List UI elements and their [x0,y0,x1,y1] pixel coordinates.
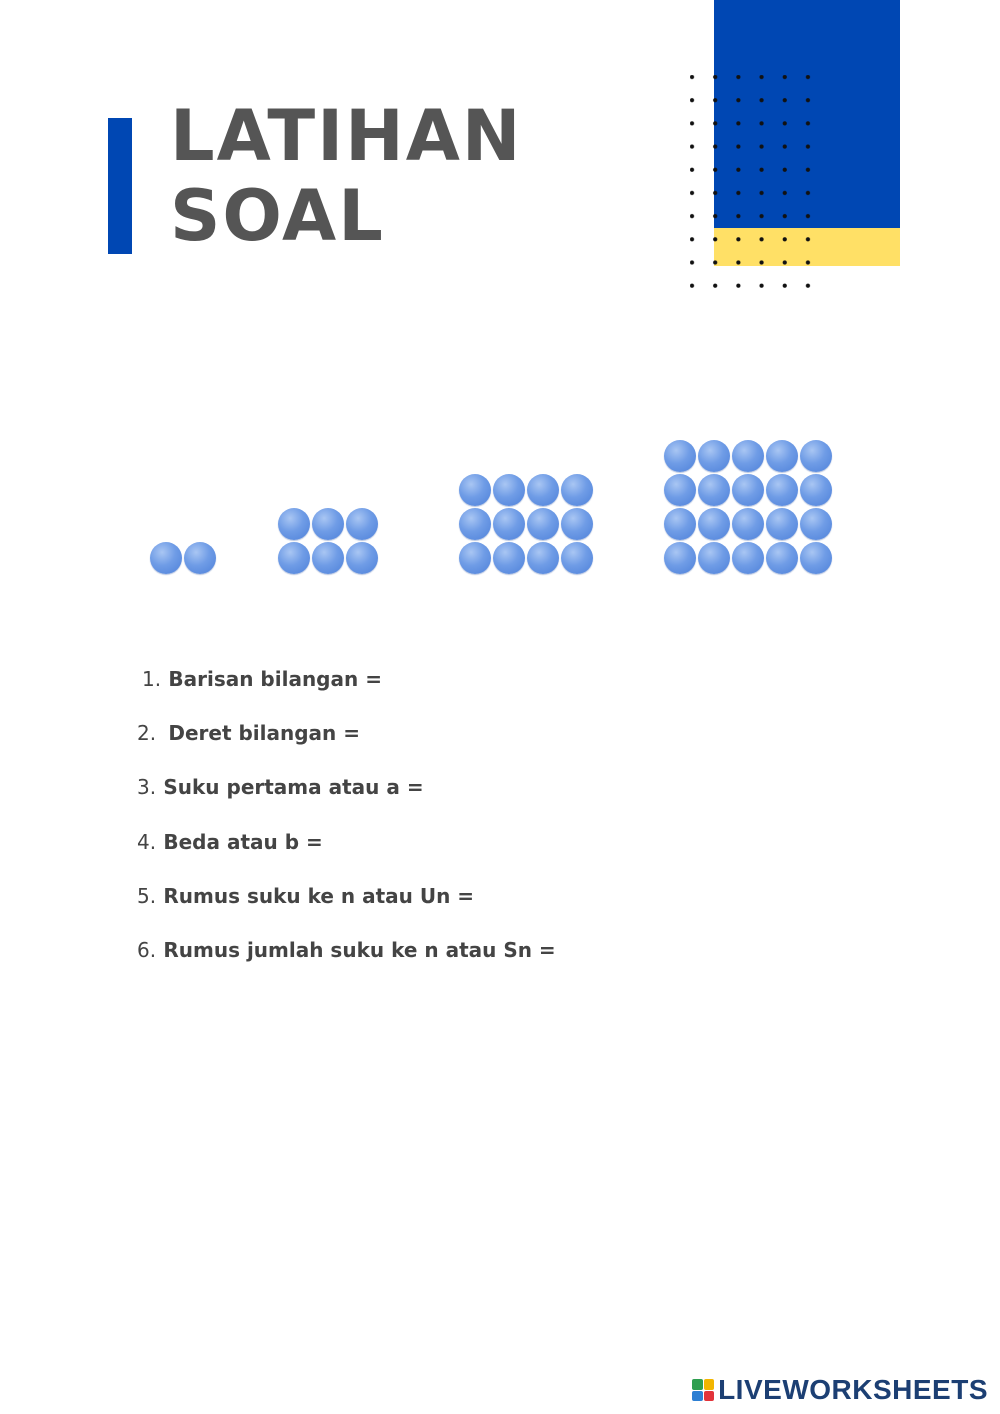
title-line-1: LATIHAN [170,95,523,177]
pattern-ball [732,508,764,540]
pattern-ball [664,508,696,540]
pattern-ball [698,440,730,472]
question-number: 1. [142,667,162,691]
question-number: 4. [137,830,157,854]
title-line-2: SOAL [170,175,385,257]
liveworksheets-watermark [692,1374,988,1406]
pattern-ball [493,474,525,506]
pattern-ball [493,508,525,540]
pattern-ball [278,542,310,574]
pattern-ball [664,474,696,506]
pattern-ball [698,508,730,540]
pattern-ball [312,508,344,540]
pattern-ball [800,542,832,574]
pattern-ball [732,474,764,506]
pattern-ball [766,440,798,472]
question-number: 2. [137,721,157,745]
question-item-3 [137,772,424,802]
pattern-ball [561,542,593,574]
pattern-ball [278,508,310,540]
dot-pattern-figures [0,0,1000,600]
pattern-ball [346,542,378,574]
pattern-ball [766,474,798,506]
pattern-ball [346,508,378,540]
question-number: 3. [137,775,157,799]
pattern-figure-3 [459,474,593,574]
question-text: Rumus jumlah suku ke n atau Sn = [163,938,556,962]
pattern-ball [732,440,764,472]
pattern-ball [698,474,730,506]
pattern-ball [561,474,593,506]
pattern-ball [800,508,832,540]
pattern-figure-1 [150,542,216,574]
pattern-ball [561,508,593,540]
pattern-ball [800,474,832,506]
pattern-ball [459,542,491,574]
question-number: 5. [137,884,157,908]
question-item-1 [142,664,382,694]
pattern-ball [527,542,559,574]
pattern-figure-4 [664,440,832,574]
question-text: Rumus suku ke n atau Un = [163,884,475,908]
pattern-ball [493,542,525,574]
question-text: Beda atau b = [163,830,323,854]
pattern-ball [459,474,491,506]
question-item-4 [137,827,323,857]
pattern-ball [527,508,559,540]
pattern-ball [698,542,730,574]
pattern-figure-2 [278,508,378,574]
pattern-ball [527,474,559,506]
pattern-ball [766,508,798,540]
pattern-ball [664,542,696,574]
question-item-6 [137,935,556,965]
pattern-ball [766,542,798,574]
pattern-ball [184,542,216,574]
pattern-ball [664,440,696,472]
question-item-2 [137,718,360,748]
question-text: Barisan bilangan = [168,667,382,691]
watermark-text: LIVEWORKSHEETS [718,1374,988,1405]
question-text: Deret bilangan = [168,721,361,745]
liveworksheets-logo-icon [692,1379,714,1401]
question-text: Suku pertama atau a = [163,775,424,799]
pattern-ball [150,542,182,574]
question-number: 6. [137,938,157,962]
pattern-ball [800,440,832,472]
pattern-ball [312,542,344,574]
question-item-5 [137,881,474,911]
pattern-ball [459,508,491,540]
pattern-ball [732,542,764,574]
